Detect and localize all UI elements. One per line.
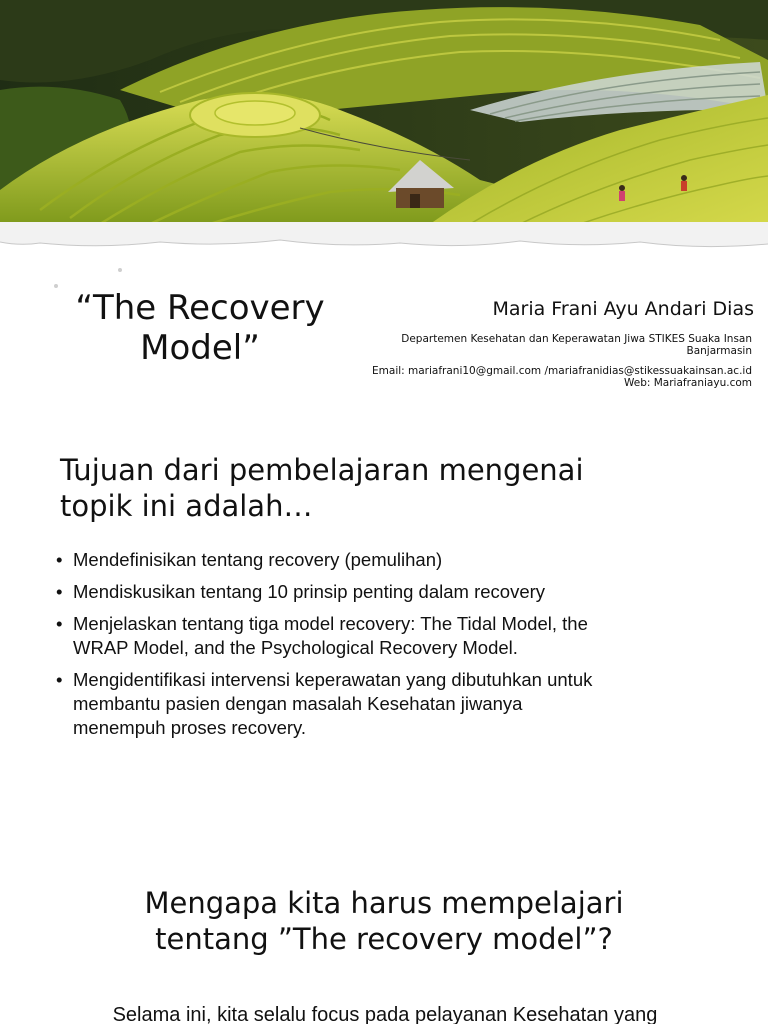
web-line: Web: Mariafraniayu.com: [623, 377, 752, 389]
affiliation-line: Departemen Kesehatan dan Keperawatan Jiwa STIKES Suaka Insan: [401, 333, 752, 345]
bullet-text-line: Mendiskusikan tentang 10 prinsip penting dalam recovery: [73, 581, 546, 602]
heading-line: topik ini adalah…: [60, 489, 313, 523]
bullet-text-line: Mendefinisikan tentang recovery (pemulihan): [73, 549, 443, 570]
torn-paper-edge: [0, 222, 768, 262]
body-paragraph-partial: Selama ini, kita selalu focus pada pelayanan Kesehatan yang: [112, 1004, 658, 1024]
bullet-icon: •: [56, 581, 63, 602]
objectives-list: [56, 548, 696, 748]
bullet-text-line: WRAP Model, and the Psychological Recovery Model.: [73, 637, 518, 658]
question-heading: [84, 885, 684, 957]
heading-line: Tujuan dari pembelajaran mengenai: [60, 453, 584, 487]
title-line: “The Recovery: [75, 288, 325, 328]
rice-terrace-banner-image: [0, 0, 768, 224]
author-name: Maria Frani Ayu Andari Dias: [492, 298, 754, 320]
list-item: [56, 668, 696, 740]
objectives-heading: [60, 452, 720, 524]
bullet-icon: •: [56, 669, 63, 690]
affiliation-line: Banjarmasin: [686, 345, 752, 357]
list-item: [56, 580, 696, 604]
email-line: Email: mariafrani10@gmail.com /mariafranidias@stikessuakainsan.ac.id: [372, 365, 752, 377]
author-affiliation: [352, 333, 752, 357]
bullet-text-line: Menjelaskan tentang tiga model recovery: The Tidal Model, the: [73, 613, 588, 634]
bullet-icon: •: [56, 613, 63, 634]
bullet-text-line: Mengidentifikasi intervensi keperawatan yang dibutuhkan untuk: [73, 669, 593, 690]
title-line: Model”: [140, 328, 260, 368]
heading-line: tentang ”The recovery model”?: [155, 922, 613, 956]
bullet-icon: •: [56, 549, 63, 570]
paper-speck: [118, 268, 122, 272]
heading-line: Mengapa kita harus mempelajari: [144, 886, 624, 920]
bullet-text-line: menempuh proses recovery.: [73, 717, 307, 738]
author-contact: [312, 365, 752, 389]
list-item: [56, 548, 696, 572]
list-item: [56, 612, 696, 660]
bullet-text-line: membantu pasien dengan masalah Kesehatan jiwanya: [73, 693, 523, 714]
presentation-title: [40, 288, 360, 368]
